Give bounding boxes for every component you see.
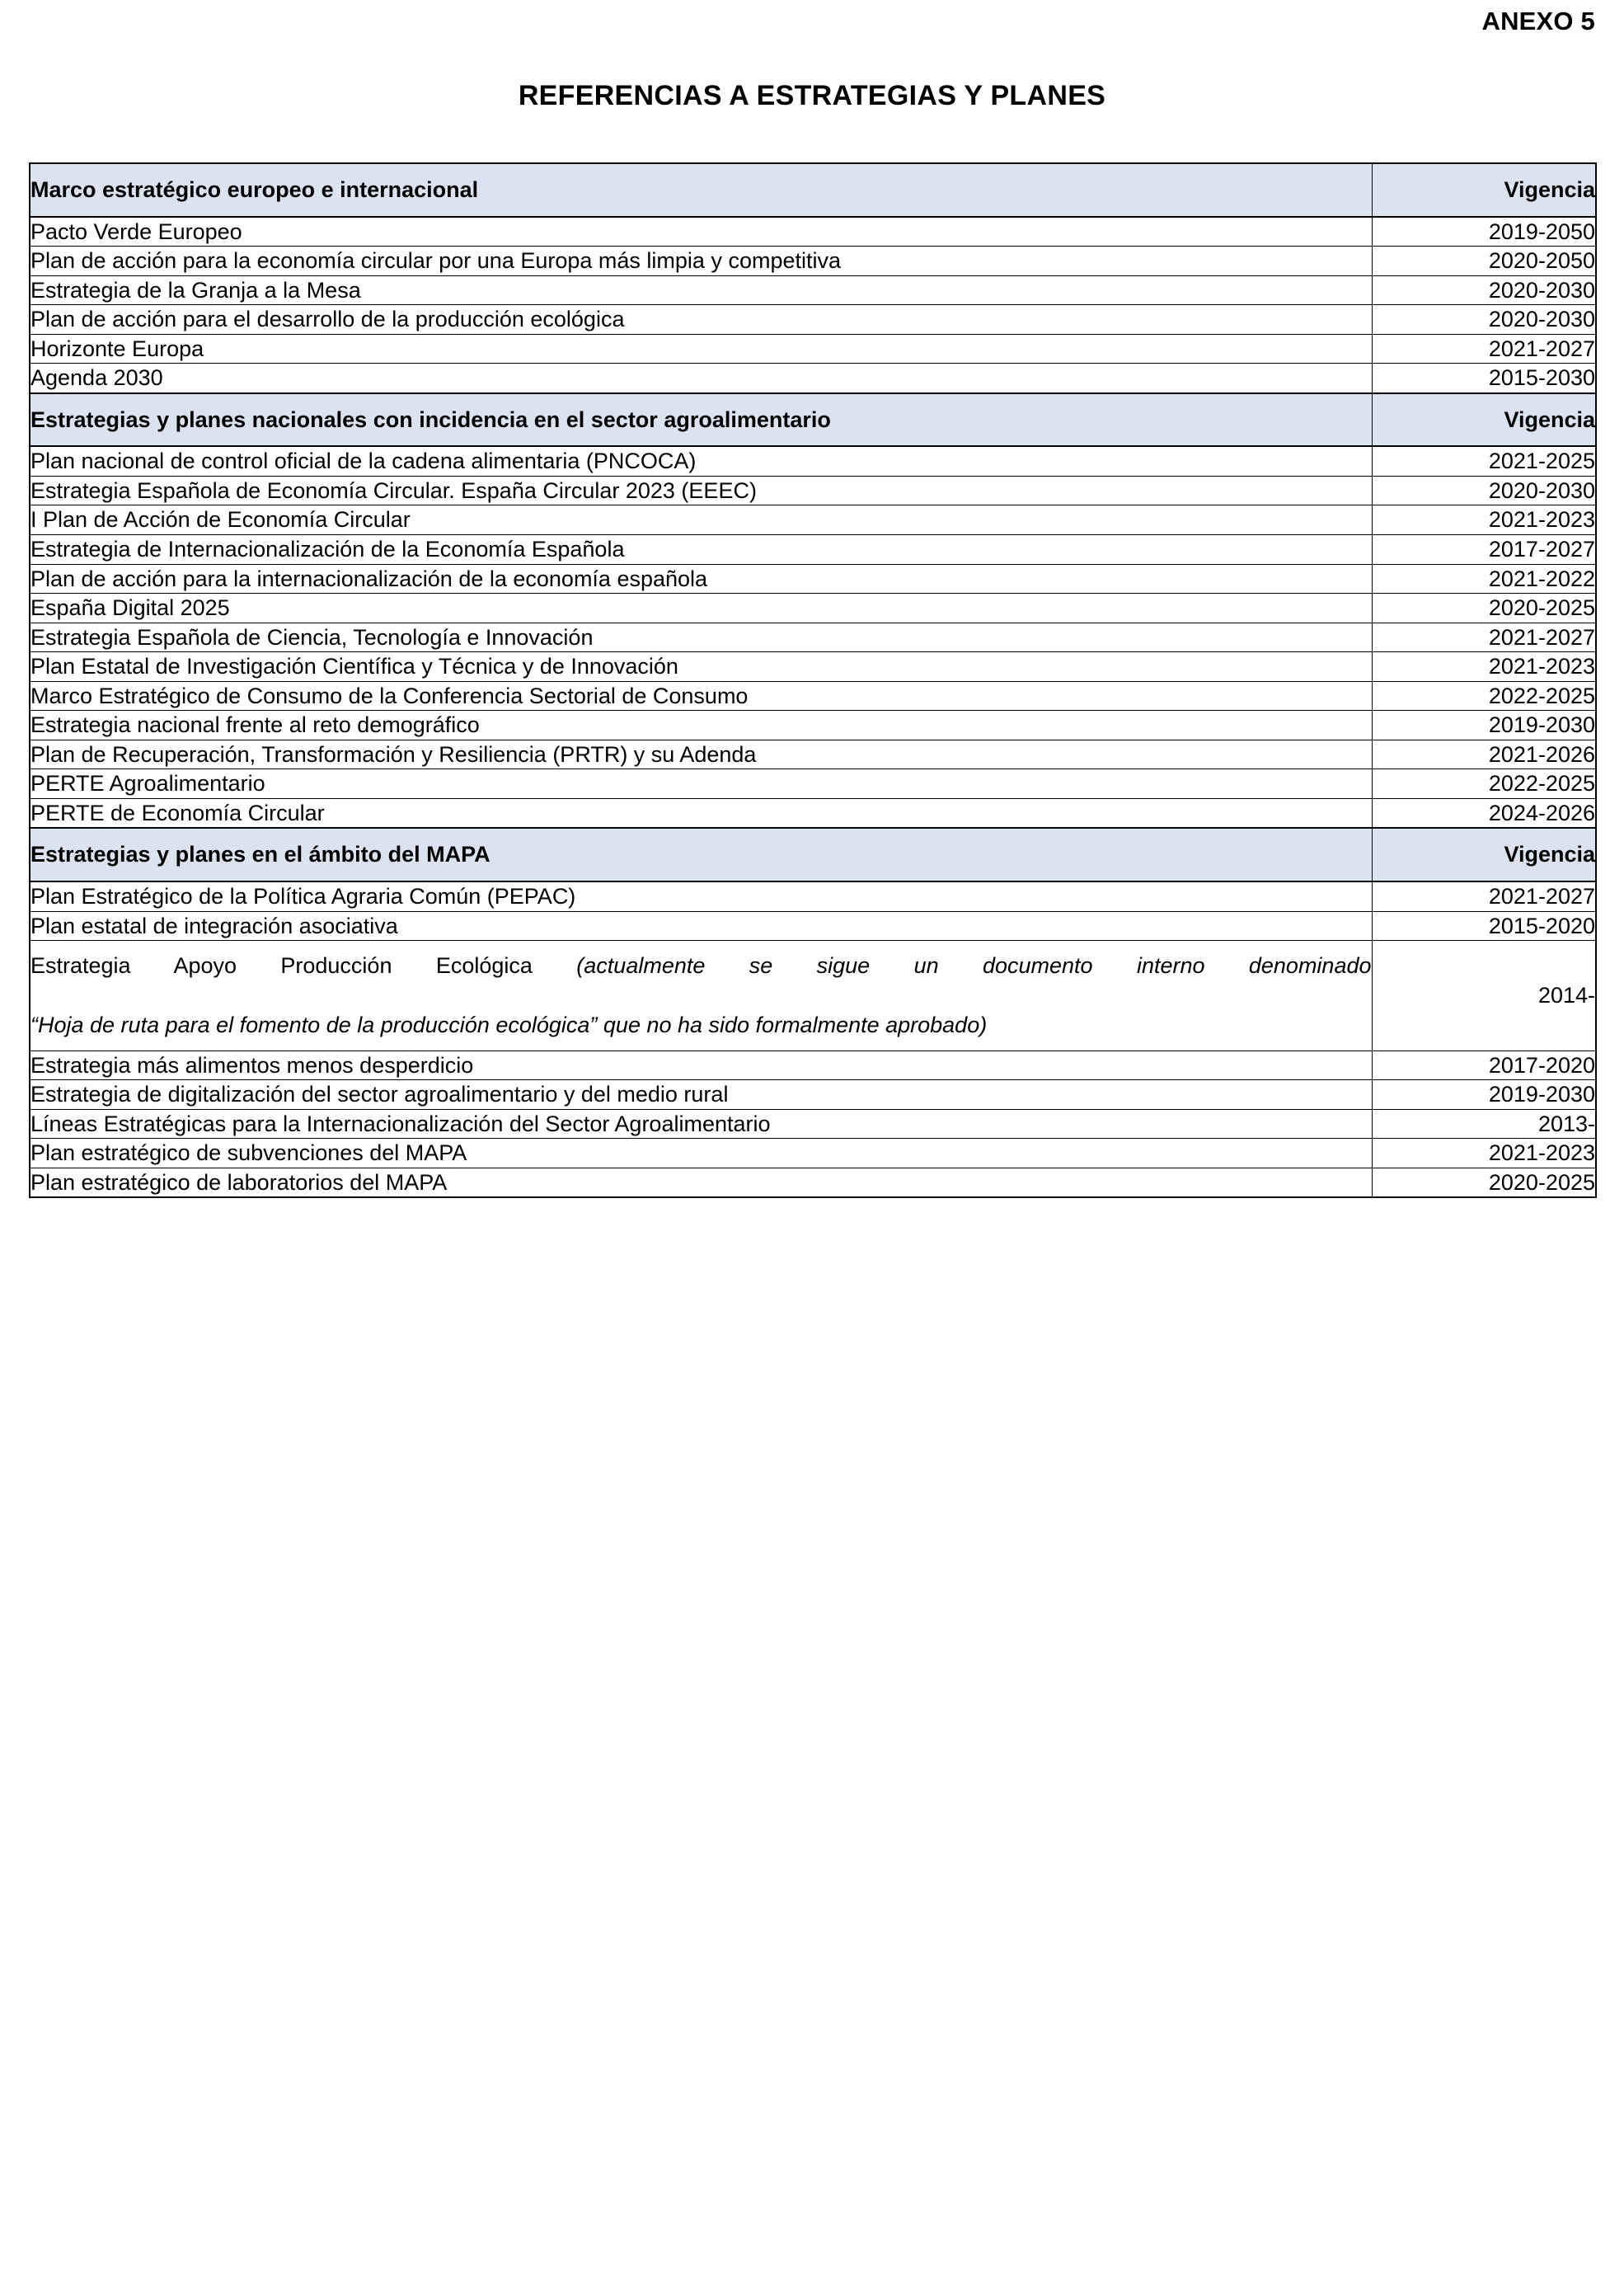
strategy-name-cell: Estrategia Española de Economía Circular. España Circular 2023 (EEEC) xyxy=(30,476,1372,505)
table-row xyxy=(30,941,1596,1051)
table-row xyxy=(30,711,1596,740)
strategy-name-cell xyxy=(30,941,1372,1051)
strategy-vigencia-cell: 2015-2020 xyxy=(1372,911,1596,941)
table-row xyxy=(30,247,1596,276)
strategy-name-plain: Estrategia Apoyo Producción Ecológica xyxy=(31,953,533,979)
strategy-name-cell: Pacto Verde Europeo xyxy=(30,217,1372,247)
strategy-name-cell: Plan de acción para la internacionalización de la economía española xyxy=(30,564,1372,594)
section-header-label: Marco estratégico europeo e internacional xyxy=(30,163,1372,217)
strategy-vigencia-cell: 2021-2023 xyxy=(1372,505,1596,535)
strategy-vigencia-cell: 2020-2025 xyxy=(1372,1168,1596,1197)
table-row xyxy=(30,881,1596,911)
table-row xyxy=(30,535,1596,565)
section-header-vigencia-label: Vigencia xyxy=(1372,163,1596,217)
strategy-vigencia-cell: 2019-2050 xyxy=(1372,217,1596,247)
strategy-vigencia-cell: 2017-2020 xyxy=(1372,1050,1596,1080)
strategy-name-cell: Estrategia de Internacionalización de la Economía Española xyxy=(30,535,1372,565)
strategy-name-cell: Plan de acción para el desarrollo de la producción ecológica xyxy=(30,305,1372,335)
strategy-name-cell: Estrategia nacional frente al reto demográfico xyxy=(30,711,1372,740)
table-row xyxy=(30,446,1596,476)
strategy-vigencia-cell: 2015-2030 xyxy=(1372,364,1596,393)
strategy-name-cell: Estrategia de digitalización del sector agroalimentario y del medio rural xyxy=(30,1080,1372,1110)
strategy-name-cell: Plan estratégico de laboratorios del MAPA xyxy=(30,1168,1372,1197)
strategy-vigencia-cell: 2013- xyxy=(1372,1109,1596,1139)
strategy-name-cell: Marco Estratégico de Consumo de la Conferencia Sectorial de Consumo xyxy=(30,681,1372,711)
strategy-name-cell: España Digital 2025 xyxy=(30,594,1372,623)
strategy-name-cell: PERTE de Economía Circular xyxy=(30,798,1372,828)
table-row xyxy=(30,476,1596,505)
strategy-vigencia-cell: 2021-2027 xyxy=(1372,334,1596,364)
section-header-label: Estrategias y planes en el ámbito del MAPA xyxy=(30,828,1372,881)
strategy-name-cell: Plan nacional de control oficial de la cadena alimentaria (PNCOCA) xyxy=(30,446,1372,476)
strategy-vigencia-cell: 2020-2030 xyxy=(1372,476,1596,505)
strategy-vigencia-cell: 2019-2030 xyxy=(1372,711,1596,740)
strategy-vigencia-cell: 2020-2030 xyxy=(1372,305,1596,335)
strategy-vigencia-cell: 2020-2030 xyxy=(1372,275,1596,305)
section-header-vigencia-label: Vigencia xyxy=(1372,393,1596,447)
strategy-vigencia-cell: 2021-2022 xyxy=(1372,564,1596,594)
strategy-name-cell: Plan estatal de integración asociativa xyxy=(30,911,1372,941)
strategy-name-cell: Estrategia de la Granja a la Mesa xyxy=(30,275,1372,305)
strategy-name-cell: Horizonte Europa xyxy=(30,334,1372,364)
table-row xyxy=(30,364,1596,393)
strategy-vigencia-cell: 2022-2025 xyxy=(1372,681,1596,711)
strategy-vigencia-cell: 2021-2023 xyxy=(1372,1139,1596,1168)
strategy-vigencia-cell: 2021-2027 xyxy=(1372,881,1596,911)
strategy-vigencia-cell: 2022-2025 xyxy=(1372,769,1596,799)
strategy-vigencia-cell: 2014- xyxy=(1372,941,1596,1051)
strategy-vigencia-cell: 2017-2027 xyxy=(1372,535,1596,565)
strategy-name-line-1 xyxy=(31,951,1372,1010)
table-row xyxy=(30,505,1596,535)
table-section-header-row xyxy=(30,163,1596,217)
table-row xyxy=(30,740,1596,769)
page-title: REFERENCIAS A ESTRATEGIAS Y PLANES xyxy=(518,80,1106,111)
table-row xyxy=(30,1080,1596,1110)
strategy-vigencia-cell: 2020-2050 xyxy=(1372,247,1596,276)
table-row xyxy=(30,1109,1596,1139)
table-row xyxy=(30,652,1596,682)
strategy-vigencia-cell: 2024-2026 xyxy=(1372,798,1596,828)
table-row xyxy=(30,623,1596,652)
strategies-table-container xyxy=(29,162,1595,1198)
strategy-vigencia-cell: 2021-2026 xyxy=(1372,740,1596,769)
annex-label: ANEXO 5 xyxy=(1481,7,1595,35)
strategy-name-cell: Plan Estratégico de la Política Agraria Común (PEPAC) xyxy=(30,881,1372,911)
strategy-name-cell: Plan estratégico de subvenciones del MAPA xyxy=(30,1139,1372,1168)
section-header-label: Estrategias y planes nacionales con incidencia en el sector agroalimentario xyxy=(30,393,1372,447)
strategy-vigencia-cell: 2021-2023 xyxy=(1372,652,1596,682)
strategy-name-note-line-2: “Hoja de ruta para el fomento de la producción ecológica” que no ha sido formalmente aprobado) xyxy=(31,1013,988,1038)
strategy-name-cell: Estrategia más alimentos menos desperdicio xyxy=(30,1050,1372,1080)
table-row xyxy=(30,681,1596,711)
strategy-name-cell: Líneas Estratégicas para la Internacionalización del Sector Agroalimentario xyxy=(30,1109,1372,1139)
table-section-header-row xyxy=(30,828,1596,881)
strategy-name-cell: Estrategia Española de Ciencia, Tecnología e Innovación xyxy=(30,623,1372,652)
table-row xyxy=(30,275,1596,305)
section-header-vigencia-label: Vigencia xyxy=(1372,828,1596,881)
table-row xyxy=(30,1168,1596,1197)
strategy-name-cell: Plan Estatal de Investigación Científica y Técnica y de Innovación xyxy=(30,652,1372,682)
table-row xyxy=(30,305,1596,335)
strategy-vigencia-cell: 2020-2025 xyxy=(1372,594,1596,623)
strategy-vigencia-cell: 2021-2027 xyxy=(1372,623,1596,652)
table-row xyxy=(30,334,1596,364)
table-body xyxy=(30,163,1596,1197)
strategy-name-cell: I Plan de Acción de Economía Circular xyxy=(30,505,1372,535)
strategy-name-note-line-1: (actualmente se sigue un documento interno denominado xyxy=(532,953,1372,979)
table-row xyxy=(30,769,1596,799)
strategy-name-cell: Plan de Recuperación, Transformación y Resiliencia (PRTR) y su Adenda xyxy=(30,740,1372,769)
table-section-header-row xyxy=(30,393,1596,447)
table-row xyxy=(30,1050,1596,1080)
strategy-name-cell: Agenda 2030 xyxy=(30,364,1372,393)
strategy-vigencia-cell: 2019-2030 xyxy=(1372,1080,1596,1110)
strategies-table xyxy=(29,162,1597,1198)
table-row xyxy=(30,564,1596,594)
table-row xyxy=(30,594,1596,623)
strategy-name-cell: Plan de acción para la economía circular por una Europa más limpia y competitiva xyxy=(30,247,1372,276)
table-row xyxy=(30,911,1596,941)
strategy-name-cell: PERTE Agroalimentario xyxy=(30,769,1372,799)
table-row xyxy=(30,1139,1596,1168)
table-row xyxy=(30,217,1596,247)
table-row xyxy=(30,798,1596,828)
strategy-vigencia-cell: 2021-2025 xyxy=(1372,446,1596,476)
